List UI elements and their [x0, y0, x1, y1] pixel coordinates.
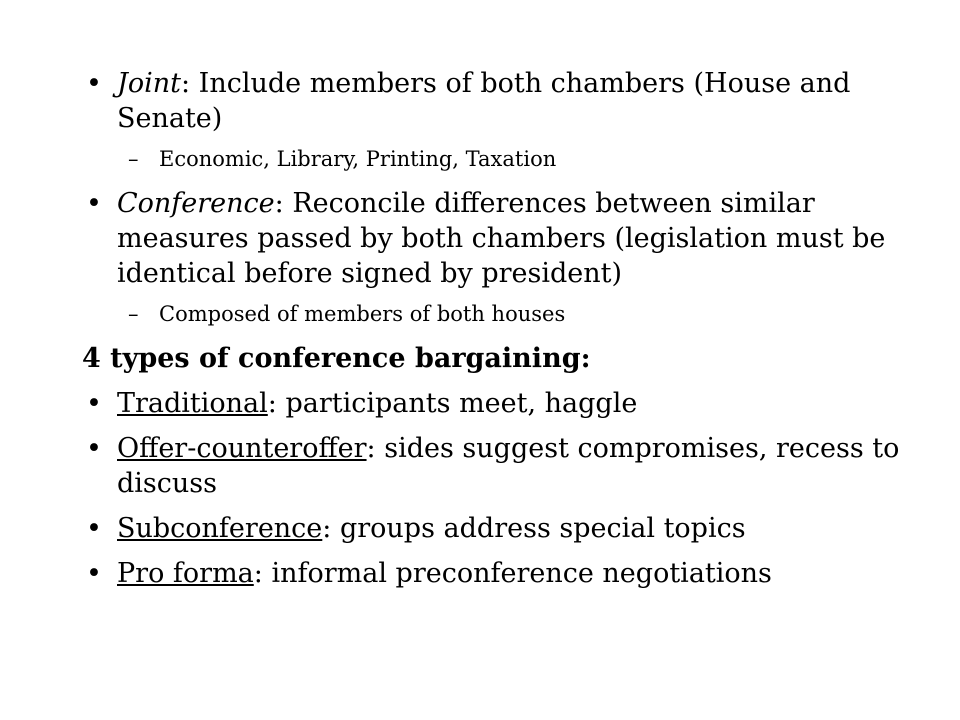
description-traditional: : participants meet, haggle	[267, 388, 638, 419]
sub-item-joint	[82, 144, 902, 174]
bullet-icon: •	[86, 188, 102, 219]
description-joint: : Include members of both chambers (House and Senate)	[117, 68, 851, 134]
term-joint: Joint	[117, 68, 181, 99]
bullet-item-joint	[82, 66, 902, 136]
bullet-icon: •	[86, 68, 102, 99]
description-pro-forma: : informal preconference negotiations	[253, 558, 772, 589]
term-subconference: Subconference	[117, 513, 323, 544]
bullet-item-traditional	[82, 386, 902, 421]
bullet-item-subconference	[82, 511, 902, 546]
sub-text-conference: Composed of members of both houses	[159, 302, 566, 326]
section-heading: 4 types of conference bargaining:	[82, 343, 591, 374]
description-offer-counteroffer: : sides suggest compromises, recess to discuss	[117, 433, 900, 499]
term-conference: Conference	[117, 188, 275, 219]
dash-icon: –	[128, 302, 139, 326]
dash-icon: –	[128, 147, 139, 171]
bullet-icon: •	[86, 388, 102, 419]
slide-content	[82, 66, 902, 601]
bullet-item-conference	[82, 186, 902, 291]
sub-text-joint: Economic, Library, Printing, Taxation	[159, 147, 557, 171]
bullet-icon: •	[86, 558, 102, 589]
bullet-item-offer-counteroffer	[82, 431, 902, 501]
sub-item-conference	[82, 299, 902, 329]
term-traditional: Traditional	[117, 388, 268, 419]
bullet-icon: •	[86, 513, 102, 544]
bullet-item-pro-forma	[82, 556, 902, 591]
term-pro-forma: Pro forma	[117, 558, 254, 589]
description-conference: : Reconcile differences between similar measures passed by both chambers (legislation must be identical before signed by president)	[117, 188, 886, 289]
bullet-icon: •	[86, 433, 102, 464]
description-subconference: : groups address special topics	[322, 513, 746, 544]
term-offer-counteroffer: Offer-counteroffer	[117, 433, 367, 464]
